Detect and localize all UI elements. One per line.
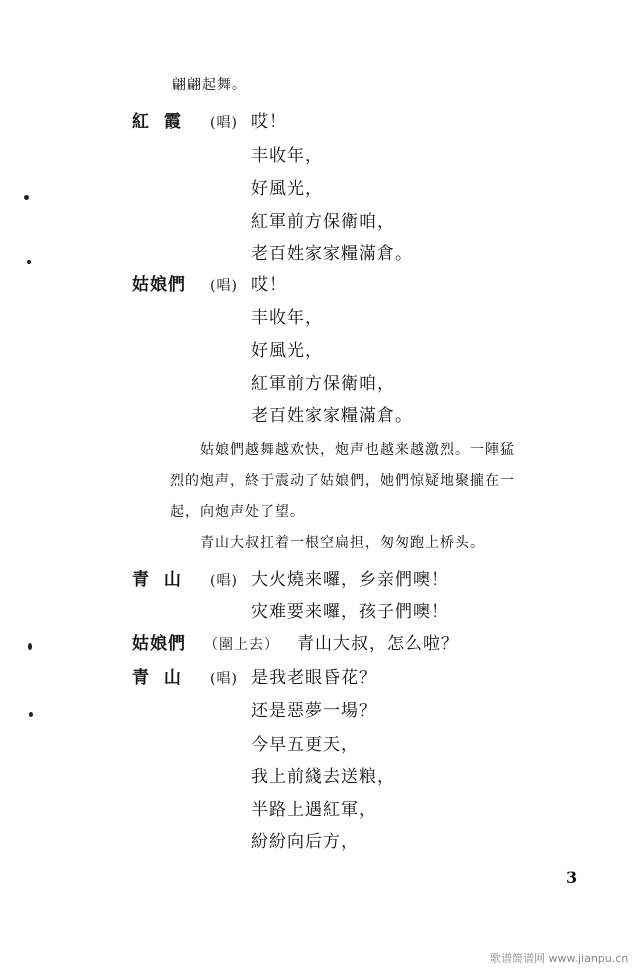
lyric-line: 老百姓家家糧滿倉。 (251, 406, 413, 426)
stage-direction-line: 烈的炮声，終于震动了姑娘們，她們惊疑地聚攏在一 (170, 473, 515, 489)
stage-direction-line: 起，向炮声处了望。 (170, 504, 305, 520)
lyric-line: 紅軍前方保衛咱， (251, 212, 395, 232)
speaker-name: 青 山 (132, 668, 182, 688)
stage-direction-top: 翩翩起舞。 (172, 77, 247, 93)
lyric-line: 半路上遇紅軍， (251, 800, 377, 820)
margin-speck (29, 712, 33, 717)
stage-direction-line: 姑娘們越舞越欢快，炮声也越来越激烈。一陣猛 (200, 442, 515, 458)
lyric-line: 我上前綫去送粮， (251, 767, 395, 787)
speaker-name: 紅 霞 (132, 112, 182, 132)
performance-direction: (唱) (210, 278, 238, 294)
performance-direction: (唱) (210, 671, 238, 687)
speaker-name: 姑娘們 (132, 275, 186, 295)
lyric-line: 好風光， (251, 179, 323, 199)
site-watermark: 歌谱简谱网 www.jianpu.cn (490, 952, 629, 965)
lyric-line: 还是惡夢一場？ (251, 701, 377, 721)
lyric-line: 丰收年， (251, 146, 323, 166)
lyric-line: 好風光， (251, 341, 323, 361)
lyric-line: 哎！ (251, 112, 287, 132)
lyric-line: 是我老眼昏花？ (251, 668, 377, 688)
speaker-name: 姑娘們 (132, 634, 186, 654)
stage-direction-line: 青山大叔扛着一根空扁担，匆匆跑上桥头。 (200, 535, 485, 551)
lyric-line: 今早五更天， (251, 735, 359, 755)
lyric-line: 哎！ (251, 275, 287, 295)
performance-direction: (唱) (210, 573, 238, 589)
performance-direction: (唱) (210, 115, 238, 131)
margin-speck (27, 260, 31, 264)
margin-speck (24, 195, 29, 200)
lyric-line: 大火燒来囉，乡亲們噢！ (251, 570, 449, 590)
lyric-line: 丰收年， (251, 308, 323, 328)
page-number: 3 (566, 868, 578, 887)
margin-speck (28, 643, 32, 650)
lyric-line: 老百姓家家糧滿倉。 (251, 244, 413, 264)
dialogue-line: 青山大叔，怎么啦？ (297, 634, 459, 654)
lyric-line: 紅軍前方保衛咱， (251, 374, 395, 394)
speaker-name: 青 山 (132, 570, 182, 590)
lyric-line: 紛紛向后方， (251, 832, 359, 852)
performance-direction: （圍上去） (204, 637, 279, 653)
lyric-line: 灾难要来囉，孩子們噢！ (251, 602, 449, 622)
